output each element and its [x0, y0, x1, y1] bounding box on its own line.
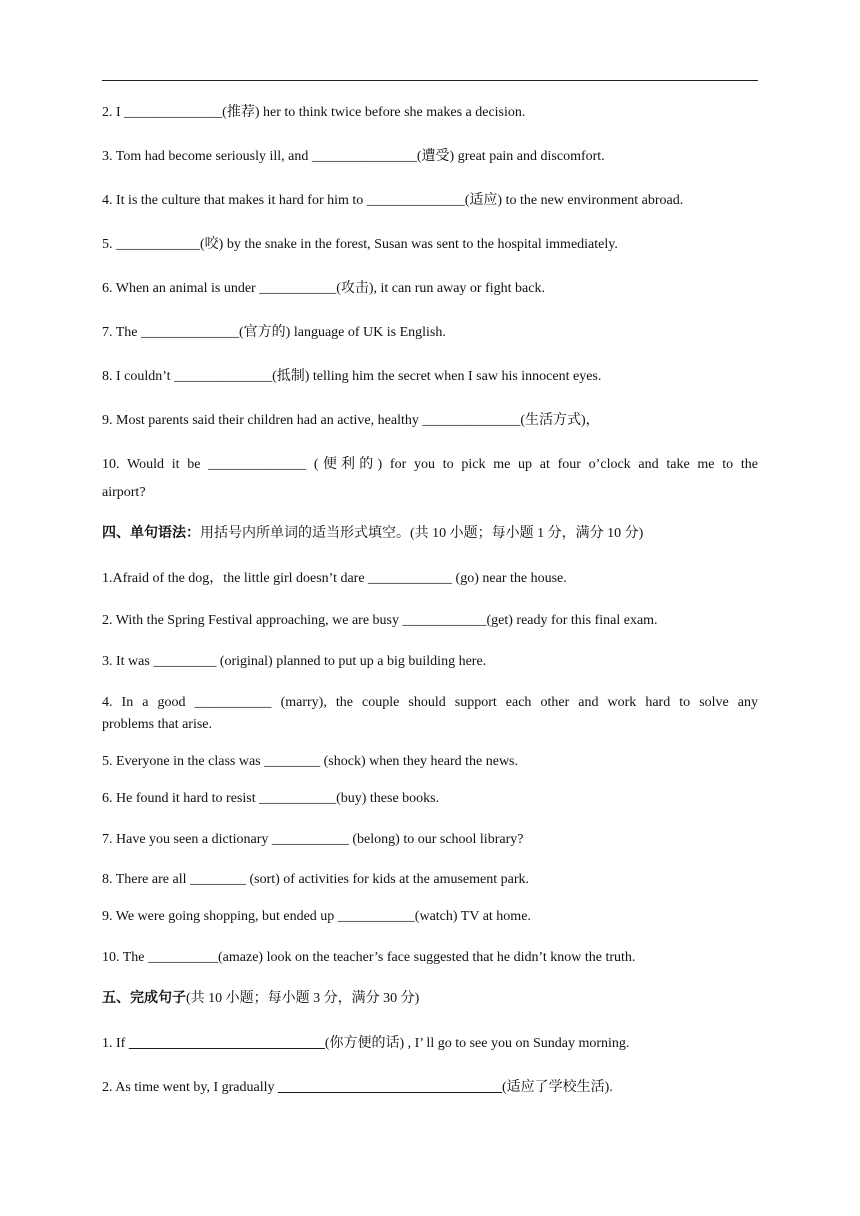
- section-5-heading: [102, 988, 758, 1010]
- section-4-heading: [102, 523, 758, 545]
- question-4-10: 10. The __________(amaze) look on the teacher’s face suggested that he didn’t know the truth.: [102, 950, 636, 965]
- question-5-2: [102, 1077, 758, 1099]
- question-3-9: 9. Most parents said their children had an active, healthy ______________(生活方式)，: [102, 413, 600, 428]
- question-5-2-prefix: 2. As time went by, I gradually: [102, 1080, 279, 1095]
- question-3-10-line1: 10. Would it be ______________ (便利的) for you to pick me up at four o’clock and take me to the: [102, 457, 758, 472]
- question-4-8: 8. There are all ________ (sort) of activities for kids at the amusement park.: [102, 872, 529, 887]
- question-3-6: 6. When an animal is under ___________(攻击), it can run away or fight back.: [102, 281, 545, 296]
- question-3-4: 4. It is the culture that makes it hard for him to ______________(适应) to the new environment abroad.: [102, 193, 684, 208]
- question-4-7: 7. Have you seen a dictionary ___________ (belong) to our school library?: [102, 832, 524, 847]
- question-5-2-blank: ________________________________: [278, 1080, 503, 1095]
- question-4-1: 1.Afraid of the dog，the little girl doesn’t dare ____________ (go) near the house.: [102, 571, 567, 586]
- section-5-heading-bold: 五、完成句子: [102, 991, 186, 1006]
- question-5-1: [102, 1033, 758, 1055]
- section-5-heading-rest: (共 10 小题；每小题 3 分，满分 30 分): [186, 991, 420, 1006]
- question-3-8: 8. I couldn’t ______________(抵制) telling him the secret when I saw his innocent eyes.: [102, 369, 602, 384]
- question-4-4-line1: 4. In a good ___________ (marry), the couple should support each other and work hard to solve any: [102, 695, 758, 710]
- question-4-9: 9. We were going shopping, but ended up ___________(watch) TV at home.: [102, 909, 531, 924]
- question-4-2: 2. With the Spring Festival approaching, we are busy ____________(get) ready for this final exam.: [102, 613, 658, 628]
- question-4-6: 6. He found it hard to resist ___________(buy) these books.: [102, 791, 440, 806]
- question-3-3: 3. Tom had become seriously ill, and _______________(遭受) great pain and discomfort.: [102, 149, 605, 164]
- question-5-2-suffix: (适应了学校生活).: [502, 1080, 613, 1095]
- section-4-heading-bold: 四、单句语法：: [102, 526, 200, 541]
- section-4-heading-rest: 用括号内所单词的适当形式填空。(共 10 小题；每小题 1 分，满分 10 分): [200, 526, 644, 541]
- header-rule: [102, 80, 758, 81]
- question-3-7: 7. The ______________(官方的) language of UK is English.: [102, 325, 446, 340]
- question-3-10-line2: airport?: [102, 485, 146, 500]
- question-5-1-suffix: (你方便的话) , I’ ll go to see you on Sunday morning.: [324, 1036, 630, 1051]
- question-4-4-line2: problems that arise.: [102, 717, 213, 732]
- question-4-5: 5. Everyone in the class was ________ (shock) when they heard the news.: [102, 754, 519, 769]
- question-3-2: 2. I ______________(推荐) her to think twice before she makes a decision.: [102, 105, 526, 120]
- question-5-1-prefix: 1. If: [102, 1036, 129, 1051]
- question-4-3: 3. It was _________ (original) planned to put up a big building here.: [102, 654, 487, 669]
- question-5-1-blank: ____________________________: [128, 1036, 325, 1051]
- question-3-5: 5. ____________(咬) by the snake in the forest, Susan was sent to the hospital immediately.: [102, 237, 618, 252]
